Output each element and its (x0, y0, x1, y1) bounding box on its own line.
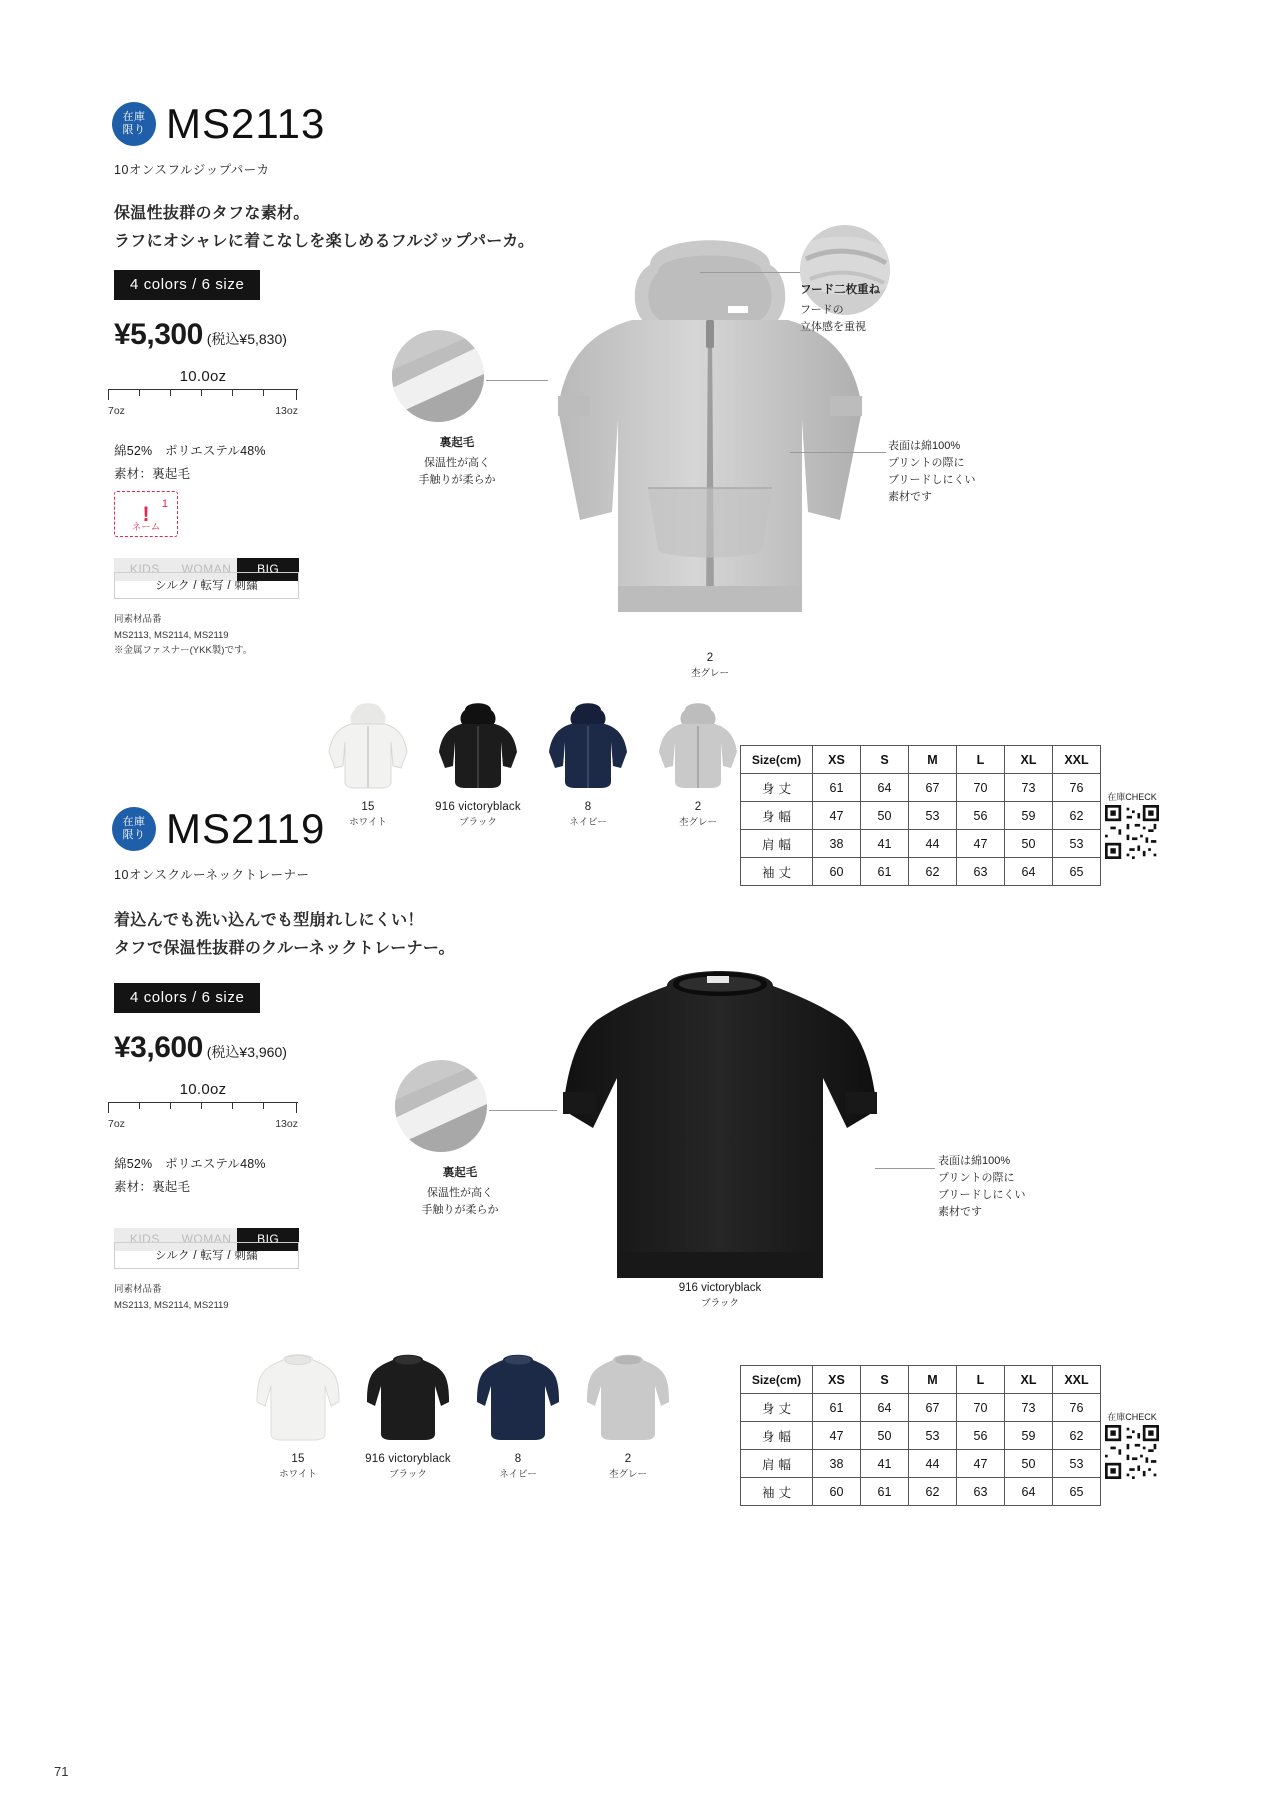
fleece-callout-line-2 (489, 1110, 557, 1111)
color-swatch-row-2 (255, 1350, 671, 1480)
cell: 67 (909, 1394, 957, 1422)
col-m: M (909, 746, 957, 774)
material-type: 素材：裏起毛 (114, 466, 191, 481)
surface-callout-line-2 (875, 1168, 935, 1169)
fleece-callout-line2: 手触りが柔らか (418, 473, 496, 486)
weight-max-2: 13oz (275, 1118, 298, 1130)
swatch-white-name: ホワイト (349, 817, 387, 828)
model-subtitle-2: 10オンスクルーネックトレーナー (114, 868, 310, 882)
swatch-navy-number-2: 8 (514, 1453, 522, 1465)
crewneck-thumb-black (365, 1350, 451, 1442)
qr-label: 在庫CHECK (1107, 792, 1157, 802)
fineprint-line-1-2: 同素材品番 (114, 1284, 162, 1295)
print-methods-2: シルク / 転写 / 刺繍 (114, 1242, 299, 1269)
cell: 61 (813, 774, 861, 802)
surface-callout-line1: 表面は綿100% (888, 440, 961, 452)
cell: 38 (813, 1450, 861, 1478)
cell: 62 (1053, 802, 1101, 830)
lead-line-2: ラフにオシャレに着こなしを楽しめるフルジップパーカ。 (114, 233, 535, 250)
cell: 64 (1005, 1478, 1053, 1506)
swatch-navy[interactable] (545, 698, 631, 828)
badge-line-1: 在庫 (122, 111, 146, 124)
tag-woman-2: WOMAN (176, 1228, 238, 1251)
material-composition: 綿52% ポリエステル48% (114, 444, 266, 458)
qr-label-2: 在庫CHECK (1107, 1412, 1157, 1422)
cell: 64 (861, 1394, 909, 1422)
cell: 44 (909, 1450, 957, 1478)
weight-scale-2 (108, 1081, 298, 1130)
swatch-white-number: 15 (361, 801, 375, 813)
weight-scale-line (108, 389, 298, 407)
row-label-shoulder: 肩幅 (741, 830, 813, 858)
row-label-sleeve-2: 袖丈 (741, 1478, 813, 1506)
cell: 73 (1005, 774, 1053, 802)
surface-callout-line1-2: 表面は綿100% (938, 1155, 1011, 1167)
badge-line-2: 限り (122, 829, 146, 841)
col-xxl: XXL (1053, 746, 1101, 774)
surface-callout-line4-2: 素材です (938, 1206, 982, 1219)
cell: 53 (1053, 1450, 1101, 1478)
cell: 47 (813, 802, 861, 830)
fleece-callout-line1-2: 保温性が高く (427, 1186, 493, 1199)
swatch-black-number: 916 victoryblack (435, 801, 521, 813)
col-s: S (861, 746, 909, 774)
hood-callout-title: フード二枚重ね (800, 284, 881, 296)
fleece-callout-title: 裏起毛 (439, 437, 475, 449)
hoodie-thumb-black (435, 698, 521, 790)
swatch-navy-name-2: ネイビー (499, 1469, 537, 1480)
row-label-width-2: 身幅 (741, 1422, 813, 1450)
table-row (741, 1394, 1101, 1422)
swatch-grey-name-2: 杢グレー (608, 1469, 647, 1480)
row-label-sleeve: 袖丈 (741, 858, 813, 886)
main-color-number: 2 (706, 652, 714, 664)
col-xl: XL (1005, 746, 1053, 774)
col-m-2: M (909, 1366, 957, 1394)
cell: 62 (1053, 1422, 1101, 1450)
weight-value-2: 10.0oz (179, 1081, 227, 1098)
cell: 53 (909, 1422, 957, 1450)
swatch-heather-grey-2[interactable] (585, 1350, 671, 1480)
fleece-detail-photo-2 (395, 1060, 487, 1152)
cell: 64 (1005, 858, 1053, 886)
swatch-white-name-2: ホワイト (279, 1469, 317, 1480)
lead-line-1: 着込んでも洗い込んでも型崩れしにくい！ (114, 912, 424, 929)
related-items-note (114, 612, 252, 659)
cell: 56 (957, 1422, 1005, 1450)
page-title: MS2113 (166, 100, 326, 147)
col-xl-2: XL (1005, 1366, 1053, 1394)
cell: 53 (1053, 830, 1101, 858)
table-row (741, 774, 1101, 802)
swatch-navy-2[interactable] (475, 1350, 561, 1480)
stock-check-qr-2[interactable] (1105, 1410, 1159, 1484)
cell: 76 (1053, 1394, 1101, 1422)
table-row (741, 858, 1101, 886)
cell: 63 (957, 1478, 1005, 1506)
lead-copy-2 (114, 907, 455, 963)
cell: 61 (813, 1394, 861, 1422)
lead-line-1: 保温性抜群のタフな素材。 (114, 205, 310, 222)
swatch-white-number-2: 15 (291, 1453, 305, 1465)
size-table-corner: Size(cm) (741, 746, 813, 774)
stock-check-qr[interactable] (1105, 790, 1159, 864)
fleece-callout-text-2 (395, 1165, 525, 1219)
main-color-name: 杢グレー (690, 668, 729, 680)
price-tax-included: (税込¥5,830) (206, 331, 287, 347)
lead-line-2: タフで保温性抜群のクルーネックトレーナー。 (114, 940, 455, 957)
fleece-callout-title-2: 裏起毛 (442, 1167, 478, 1179)
page-title-2: MS2119 (166, 805, 326, 852)
main-color-caption (590, 650, 830, 682)
swatch-black-name: ブラック (459, 817, 497, 828)
main-color-caption-2 (600, 1280, 840, 1312)
cell: 62 (909, 1478, 957, 1506)
tag-woman: WOMAN (176, 558, 238, 581)
main-color-number-2: 916 victoryblack (678, 1282, 762, 1294)
badge-line-2: 限り (122, 124, 146, 136)
qr-code-icon (1105, 805, 1159, 859)
surface-callout-line (790, 452, 886, 453)
material-composition-2: 綿52% ポリエステル48% (114, 1157, 266, 1171)
cell: 59 (1005, 802, 1053, 830)
swatch-white-2[interactable] (255, 1350, 341, 1480)
cell: 50 (861, 802, 909, 830)
table-row (741, 830, 1101, 858)
cell: 44 (909, 830, 957, 858)
table-row (741, 1450, 1101, 1478)
hood-callout-line2: 立体感を重視 (800, 320, 866, 333)
stock-limited-badge (112, 102, 156, 146)
cell: 47 (813, 1422, 861, 1450)
cell: 47 (957, 830, 1005, 858)
swatch-heather-grey[interactable] (655, 698, 741, 828)
cell: 60 (813, 1478, 861, 1506)
fleece-callout-line2-2: 手触りが柔らか (421, 1203, 499, 1216)
qr-code-icon-2 (1105, 1425, 1159, 1479)
col-l-2: L (957, 1366, 1005, 1394)
cell: 61 (861, 1478, 909, 1506)
cell: 65 (1053, 1478, 1101, 1506)
cell: 60 (813, 858, 861, 886)
swatch-grey-number: 2 (694, 801, 702, 813)
name-mark-number: 1 (161, 498, 168, 510)
size-table-corner-2: Size(cm) (741, 1366, 813, 1394)
lead-copy (114, 200, 534, 256)
material-type-2: 素材：裏起毛 (114, 1179, 191, 1194)
col-xxl-2: XXL (1053, 1366, 1101, 1394)
weight-min: 7oz (108, 405, 125, 417)
cell: 50 (1005, 830, 1053, 858)
crewneck-main-image (555, 960, 885, 1300)
table-header-row (741, 746, 1101, 774)
crewneck-thumb-white (255, 1350, 341, 1442)
swatch-white[interactable] (325, 698, 411, 828)
tag-big-2: BIG (237, 1228, 299, 1251)
cell: 65 (1053, 858, 1101, 886)
crewneck-thumb-navy (475, 1350, 561, 1442)
table-row (741, 1478, 1101, 1506)
cell: 41 (861, 1450, 909, 1478)
swatch-black[interactable] (435, 698, 521, 828)
row-label-length: 身丈 (741, 774, 813, 802)
price-tax-included-2: (税込¥3,960) (206, 1044, 287, 1060)
fleece-callout-line (486, 380, 548, 381)
surface-callout-line2: プリントの際に (888, 457, 965, 470)
table-row (741, 802, 1101, 830)
cell: 50 (1005, 1450, 1053, 1478)
cell: 73 (1005, 1394, 1053, 1422)
price-row-2 (114, 1031, 287, 1065)
swatch-grey-number-2: 2 (624, 1453, 632, 1465)
crewneck-thumb-grey (585, 1350, 671, 1442)
swatch-black-2[interactable] (365, 1350, 451, 1480)
table-row (741, 1422, 1101, 1450)
fleece-detail-photo (392, 330, 484, 422)
table-header-row (741, 1366, 1101, 1394)
hood-callout-line1: フードの (800, 303, 844, 316)
surface-callout-text-2 (938, 1153, 1026, 1221)
weight-value: 10.0oz (179, 368, 227, 385)
cell: 59 (1005, 1422, 1053, 1450)
swatch-grey-name: 杢グレー (678, 817, 717, 828)
row-label-length-2: 身丈 (741, 1394, 813, 1422)
cell: 41 (861, 830, 909, 858)
size-table (740, 745, 1101, 886)
hoodie-thumb-grey (655, 698, 741, 790)
col-xs-2: XS (813, 1366, 861, 1394)
surface-callout-line3: ブリードしにくい (888, 474, 976, 487)
cell: 56 (957, 802, 1005, 830)
surface-callout-text (888, 438, 976, 506)
product-title-row-2 (112, 805, 325, 853)
fineprint-line-2-2: MS2113, MS2114, MS2119 (114, 1299, 229, 1311)
fineprint-line-2: MS2113, MS2114, MS2119 (114, 629, 229, 641)
col-s-2: S (861, 1366, 909, 1394)
name-mark-box (114, 491, 178, 537)
cell: 61 (861, 858, 909, 886)
tag-kids: KIDS (114, 558, 176, 581)
cell: 47 (957, 1450, 1005, 1478)
badge-line-1: 在庫 (122, 816, 146, 829)
cell: 38 (813, 830, 861, 858)
cell: 64 (861, 774, 909, 802)
product-title-row (112, 100, 325, 148)
color-size-label-2: 4 colors / 6 size (114, 983, 260, 1013)
weight-scale-line-2 (108, 1102, 298, 1120)
swatch-navy-number: 8 (584, 801, 592, 813)
cell: 76 (1053, 774, 1101, 802)
cell: 70 (957, 774, 1005, 802)
fleece-callout-text (392, 435, 522, 489)
price-main: ¥5,300 (114, 318, 203, 351)
page-number: 71 (54, 1764, 69, 1779)
fleece-callout-line1: 保温性が高く (424, 456, 490, 469)
cell: 62 (909, 858, 957, 886)
material-info-2 (114, 1153, 266, 1198)
color-size-label: 4 colors / 6 size (114, 270, 260, 300)
color-size-bar (114, 270, 260, 300)
weight-max: 13oz (275, 405, 298, 417)
swatch-navy-name: ネイビー (569, 817, 607, 828)
color-size-bar-2 (114, 983, 260, 1013)
fineprint-line-3: ※金属ファスナー(YKK製)です。 (114, 645, 253, 657)
hoodie-thumb-white (325, 698, 411, 790)
cell: 70 (957, 1394, 1005, 1422)
surface-callout-line2-2: プリントの際に (938, 1172, 1015, 1185)
cell: 63 (957, 858, 1005, 886)
main-color-name-2: ブラック (701, 1298, 739, 1310)
price-main-2: ¥3,600 (114, 1031, 203, 1064)
material-info (114, 440, 266, 485)
row-label-shoulder-2: 肩幅 (741, 1450, 813, 1478)
hoodie-thumb-navy (545, 698, 631, 790)
fineprint-line-1: 同素材品番 (114, 614, 162, 625)
price-row (114, 318, 287, 352)
print-methods: シルク / 転写 / 刺繍 (114, 572, 299, 599)
surface-callout-line4: 素材です (888, 491, 932, 504)
surface-callout-line3-2: ブリードしにくい (938, 1189, 1026, 1202)
tag-big: BIG (237, 558, 299, 581)
swatch-black-name-2: ブラック (389, 1469, 427, 1480)
stock-limited-badge-2 (112, 807, 156, 851)
exclamation-icon: ! (142, 502, 150, 526)
tag-kids-2: KIDS (114, 1228, 176, 1251)
row-label-width: 身幅 (741, 802, 813, 830)
cell: 67 (909, 774, 957, 802)
col-xs: XS (813, 746, 861, 774)
color-swatch-row (325, 698, 741, 828)
name-mark-label: ネーム (131, 522, 161, 533)
hood-callout-text (800, 282, 880, 336)
related-items-note-2 (114, 1282, 229, 1313)
cell: 53 (909, 802, 957, 830)
weight-scale (108, 368, 298, 417)
size-table-2 (740, 1365, 1101, 1506)
hood-callout-line (700, 272, 800, 273)
swatch-black-number-2: 916 victoryblack (365, 1453, 451, 1465)
col-l: L (957, 746, 1005, 774)
cell: 50 (861, 1422, 909, 1450)
model-subtitle: 10オンスフルジップパーカ (114, 163, 270, 177)
weight-min-2: 7oz (108, 1118, 125, 1130)
